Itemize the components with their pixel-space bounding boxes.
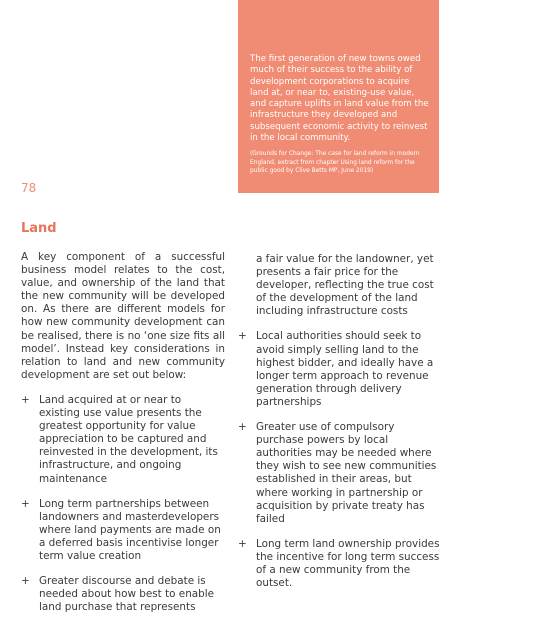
- list-item: [21, 575, 225, 614]
- list-item-continuation: a fair value for the landowner, yet presents a fair price for the developer, reflecting the true cost of the development of the land including infrastructure costs: [256, 253, 434, 318]
- pull-quote-text: The first generation of new towns owed much of their success to the ability of development corporations to acquire land at, or near to, existing-use value, and capture uplifts in land value from the infrastructure they developed and subsequent economic activity to reinvest in the local community.: [250, 54, 429, 144]
- plus-bullet-icon: +: [238, 537, 247, 550]
- left-bullet-list: [21, 394, 225, 614]
- list-item-text: Greater discourse and debate is needed about how best to enable land purchase that represents: [39, 575, 215, 614]
- list-item-text: Greater use of compulsory purchase powers by local authorities may be needed where they wish to see new communities established in their areas, but where working in partnership or acquisition by private treaty has failed: [256, 421, 437, 525]
- pull-quote-box: [238, 0, 439, 193]
- plus-bullet-icon: +: [238, 330, 247, 343]
- plus-bullet-icon: +: [238, 421, 247, 434]
- pull-quote-citation: (Grounds for Change: The case for land reform in modern England, extract from chapter Using land reform for the public good by Clive Betts MP, June 2019): [250, 151, 420, 174]
- list-item-text: Local authorities should seek to avoid simply selling land to the highest bidder, and ideally have a longer term approach to revenue generation through delivery partnerships: [256, 330, 434, 408]
- plus-bullet-icon: +: [21, 497, 30, 510]
- list-item: [21, 498, 225, 563]
- list-item-text: Long term land ownership provides the incentive for long term success of a new community from the outset.: [256, 537, 440, 590]
- intro-paragraph: A key component of a successful business model relates to the cost, value, and ownership of the land that the new community will be developed on. As there are different models for how new community development can be realised, there is no ‘one size fits all model’. Instead key considerations in relation to land and new community development are set out below:: [21, 251, 225, 381]
- plus-bullet-icon: +: [21, 575, 30, 588]
- list-item: [238, 538, 443, 590]
- plus-bullet-icon: +: [21, 393, 30, 406]
- left-column: [21, 251, 225, 626]
- right-bullet-list: [238, 330, 443, 590]
- list-item: [238, 330, 443, 409]
- list-item-text: Long term partnerships between landowners and masterdevelopers where land payments are made on a deferred basis incentivise longer term value creation: [39, 497, 221, 562]
- list-item-text: Land acquired at or near to existing use value presents the greatest opportunity for value appreciation to be captured and reinvested in the development, its infrastructure, and ongoing maintenance: [39, 393, 218, 485]
- list-item: [21, 394, 225, 486]
- list-item: [238, 421, 443, 526]
- right-column: [238, 253, 443, 590]
- section-heading: Land: [21, 221, 57, 236]
- page-number: 78: [21, 181, 37, 195]
